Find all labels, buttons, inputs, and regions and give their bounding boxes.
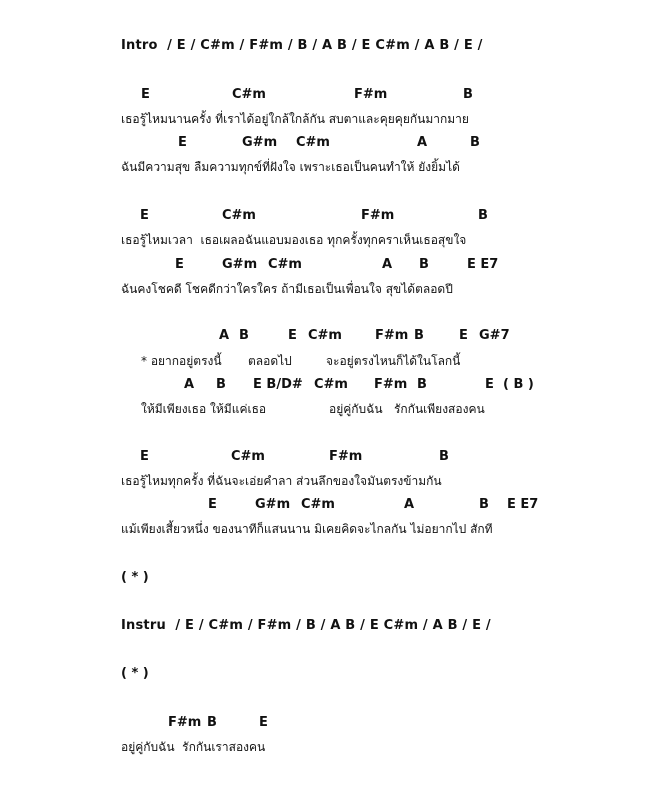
chord: G#m xyxy=(222,257,258,272)
chord: E xyxy=(141,87,150,102)
repeat-marker: ( * ) xyxy=(121,570,149,585)
repeat-marker: ( * ) xyxy=(121,666,149,681)
lyric-phrase: อยู่คู่กับฉัน รักกันเพียงสองคน xyxy=(329,402,485,416)
chord: E xyxy=(259,715,268,730)
chord: E xyxy=(140,449,149,464)
chord: B xyxy=(414,328,424,343)
chord: G#7 xyxy=(479,328,510,343)
chord: E xyxy=(485,377,494,392)
instru-line: Instru / E / C#m / F#m / B / A B / E C#m / A B / E / xyxy=(121,618,491,633)
chord: B xyxy=(439,449,449,464)
chord: C#m xyxy=(314,377,348,392)
chord: C#m xyxy=(232,87,266,102)
lyric-line: เธอรู้ไหมนานครั้ง ที่เราได้อยู่ใกล้ใกล้กัน สบตาและคุยคุยกันมากมาย xyxy=(121,112,469,126)
chord: E B/D# xyxy=(253,377,303,392)
lyric-line: อยู่คู่กับฉัน รักกันเราสองคน xyxy=(121,740,266,754)
chord: C#m xyxy=(268,257,302,272)
chord: C#m xyxy=(222,208,256,223)
chord: B xyxy=(216,377,226,392)
chord: A xyxy=(404,497,415,512)
chord: E xyxy=(175,257,184,272)
lyric-line: ฉันคงโชคดี โชคดีกว่าใครใคร ถ้ามีเธอเป็นเพื่อนใจ สุขได้ตลอดปี xyxy=(121,282,453,296)
lyric-phrase: ตลอดไป xyxy=(248,354,292,368)
chord: A xyxy=(184,377,195,392)
lyric-line: ฉันมีความสุข ลืมความทุกข์ที่ฝังใจ เพราะเธอเป็นคนทำให้ ยังยิ้มได้ xyxy=(121,160,460,174)
chord: E xyxy=(208,497,217,512)
lyric-phrase: จะอยู่ตรงไหนก็ได้ในโลกนี้ xyxy=(326,354,461,368)
chord: B xyxy=(479,497,489,512)
chord: A xyxy=(382,257,393,272)
chord: F#m xyxy=(361,208,395,223)
chord: B xyxy=(417,377,427,392)
intro-line: Intro / E / C#m / F#m / B / A B / E C#m / A B / E / xyxy=(121,38,483,53)
chord: E xyxy=(178,135,187,150)
chord: B xyxy=(239,328,249,343)
chord: G#m xyxy=(242,135,278,150)
chord: G#m xyxy=(255,497,291,512)
lyric-line: เธอรู้ไหมทุกครั้ง ที่ฉันจะเอ่ยคำลา ส่วนลึกของใจมันตรงข้ามกัน xyxy=(121,474,442,488)
chord: F#m xyxy=(168,715,202,730)
lyric-line: เธอรู้ไหมเวลา เธอเผลอฉันแอบมองเธอ ทุกครั้งทุกคราเห็นเธอสุขใจ xyxy=(121,233,467,247)
chord: A xyxy=(219,328,230,343)
chord: B xyxy=(470,135,480,150)
chord: B xyxy=(463,87,473,102)
chord: F#m xyxy=(375,328,409,343)
chord: E xyxy=(459,328,468,343)
chord: B xyxy=(419,257,429,272)
chord: F#m xyxy=(354,87,388,102)
lyric-phrase: * อยากอยู่ตรงนี้ xyxy=(141,354,222,368)
chord: C#m xyxy=(231,449,265,464)
chord: A xyxy=(417,135,428,150)
chord: F#m xyxy=(374,377,408,392)
chord: B xyxy=(207,715,217,730)
chord: E E7 xyxy=(467,257,499,272)
chord: ( B ) xyxy=(503,377,534,392)
chord: E xyxy=(140,208,149,223)
chord: C#m xyxy=(308,328,342,343)
lyric-phrase: ให้มีเพียงเธอ ให้มีแค่เธอ xyxy=(141,402,267,416)
chord: E E7 xyxy=(507,497,539,512)
chord: F#m xyxy=(329,449,363,464)
chord: C#m xyxy=(296,135,330,150)
chord: C#m xyxy=(301,497,335,512)
chord: B xyxy=(478,208,488,223)
lyric-line: แม้เพียงเสี้ยวหนึ่ง ของนาทีก็แสนนาน มิเคยคิดจะไกลกัน ไม่อยากไป สักที xyxy=(121,522,493,536)
chord: E xyxy=(288,328,297,343)
